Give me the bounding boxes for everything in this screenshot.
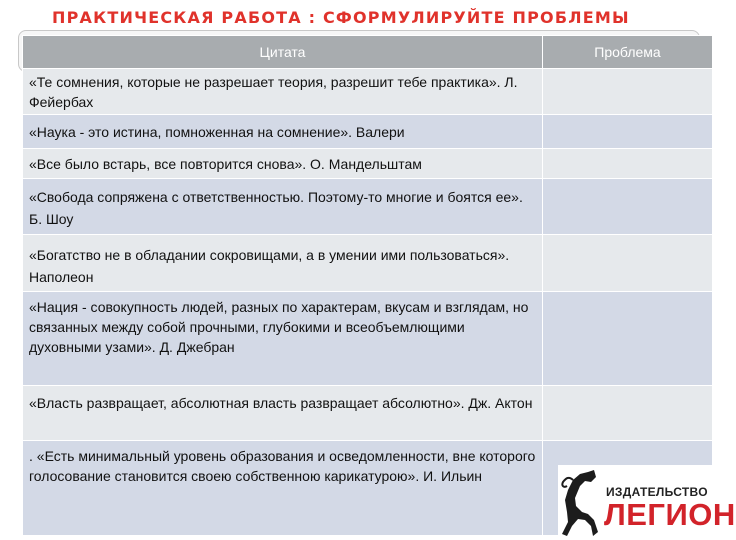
table-row: [23, 235, 713, 292]
horse-icon: [558, 468, 604, 538]
problem-cell[interactable]: [543, 235, 713, 292]
table-row: [23, 149, 713, 179]
publisher-label: ИЗДАТЕЛЬСТВО: [606, 485, 708, 499]
quotes-table: [22, 35, 713, 536]
table-header-row: [23, 36, 713, 69]
column-header-quote: Цитата: [23, 36, 543, 69]
quote-cell: «Свобода сопряжена с ответственностью. Поэтому-то многие и боятся ее». Б. Шоу: [23, 179, 543, 235]
quote-cell: «Богатство не в обладании сокровищами, а в умении ими пользоваться». Наполеон: [23, 235, 543, 292]
problem-cell[interactable]: [543, 149, 713, 179]
quote-cell: «Все было встарь, все повторится снова». О. Мандельштам: [23, 149, 543, 179]
brand-name: ЛЕГИОН: [604, 497, 736, 532]
quote-cell: «Те сомнения, которые не разрешает теория, разрешит тебе практика». Л. Фейербах: [23, 69, 543, 115]
table-row: [23, 386, 713, 441]
quote-cell: «Нация - совокупность людей, разных по характерам, вкусам и взглядам, но связанных между собой прочными, глубокими и всеобъемлющими духовными узами». Д. Джебран: [23, 292, 543, 386]
table-row: [23, 115, 713, 149]
table-row: [23, 69, 713, 115]
table-row: [23, 179, 713, 235]
publisher-logo: [558, 465, 736, 540]
problem-cell[interactable]: [543, 69, 713, 115]
problem-cell[interactable]: [543, 179, 713, 235]
quote-cell: «Власть развращает, абсолютная власть развращает абсолютно». Дж. Актон: [23, 386, 543, 441]
problem-cell[interactable]: [543, 386, 713, 441]
quote-cell: «Наука - это истина, помноженная на сомнение». Валери: [23, 115, 543, 149]
problem-cell[interactable]: [543, 292, 713, 386]
column-header-problem: Проблема: [543, 36, 713, 69]
problem-cell[interactable]: [543, 115, 713, 149]
table-row: [23, 292, 713, 386]
slide-title: ПРАКТИЧЕСКАЯ РАБОТА : СФОРМУЛИРУЙТЕ ПРОБЛЕМЫ: [52, 8, 630, 27]
quote-cell: . «Есть минимальный уровень образования и осведомленности, вне которого голосование становится своею собственною карикатурою». И. Ильин: [23, 441, 543, 536]
